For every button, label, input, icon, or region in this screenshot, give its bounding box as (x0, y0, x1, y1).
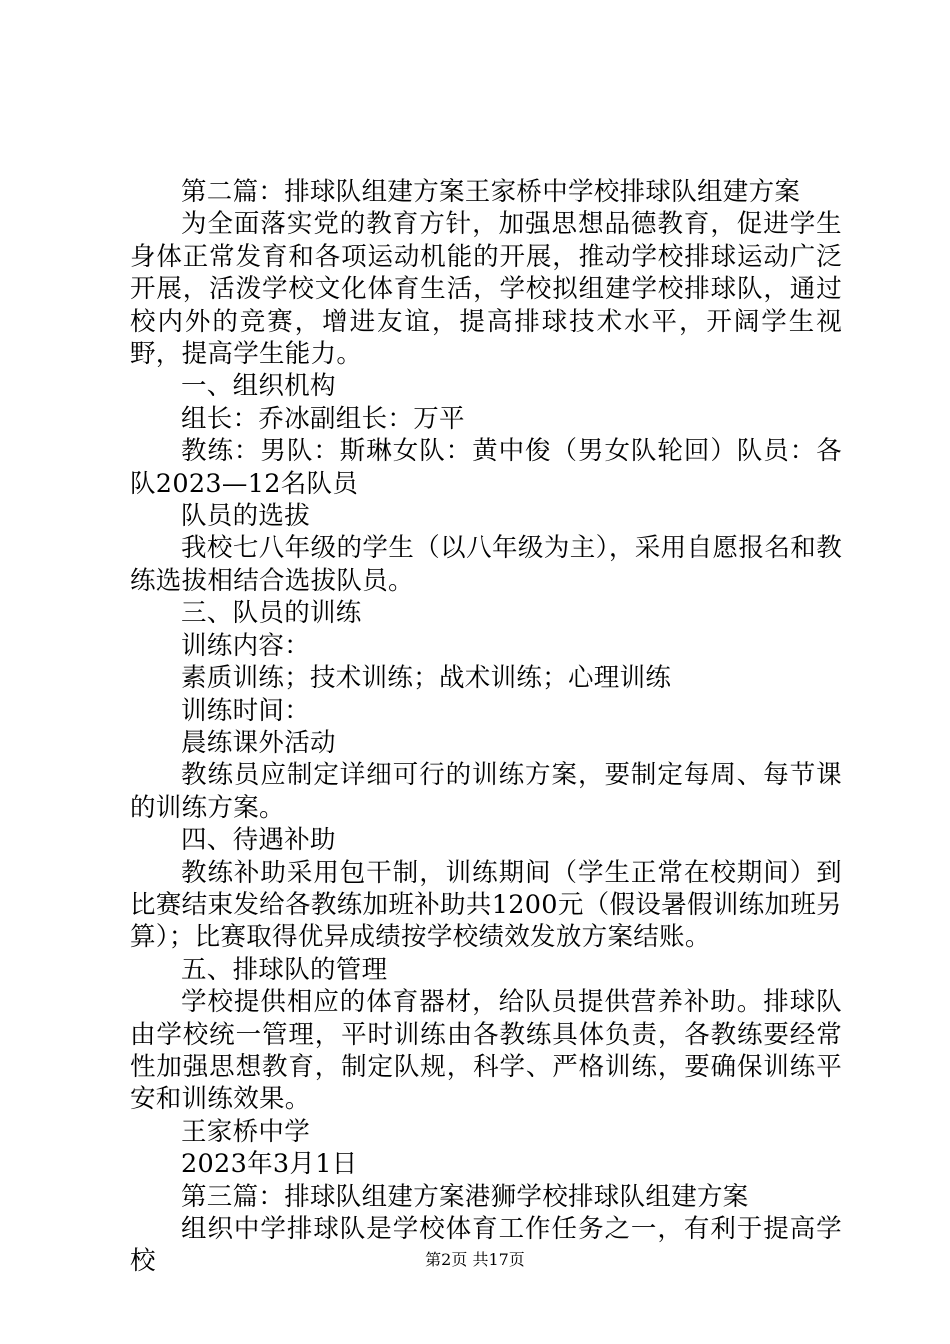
training-time-value: 晨练课外活动 (181, 727, 336, 758)
training-content-list: 素质训练；技术训练；战术训练；心理训练 (181, 663, 672, 694)
training-content-label: 训练内容： (181, 630, 311, 661)
management-paragraph: 学校提供相应的体育器材，给队员提供营养补助。排球队由学校统一管理，平时训练由各教练具体负责，各教练要经常性加强思想教育，制定队规，科学、严格训练，要确保训练平安和训练效果。 (130, 987, 842, 1115)
heading-management: 五、排球队的管理 (181, 954, 388, 985)
heading-organization: 一、组织机构 (181, 371, 336, 402)
heading-subsidy: 四、待遇补助 (181, 825, 336, 856)
section-title-part3: 第三篇：排球队组建方案港狮学校排球队组建方案 (181, 1181, 749, 1212)
leaders-line: 组长：乔冰副组长：万平 (181, 403, 465, 434)
training-plan-paragraph: 教练员应制定详细可行的训练方案，要制定每周、每节课的训练方案。 (130, 760, 842, 823)
part3-intro-paragraph: 组织中学排球队是学校体育工作任务之一，有利于提高学校 (130, 1214, 842, 1277)
page-number-footer: 第2页 共17页 (425, 1250, 525, 1269)
heading-training: 三、队员的训练 (181, 598, 362, 629)
subsidy-paragraph: 教练补助采用包干制，训练期间（学生正常在校期间）到比赛结束发给各教练加班补助共1200元（假设暑假训练加班另算）；比赛取得优异成绩按学校绩效发放方案结账。 (130, 857, 842, 953)
coaches-line: 教练：男队：斯琳女队：黄中俊（男女队轮回）队员：各队2023—12名队员 (130, 436, 842, 499)
training-time-label: 训练时间： (181, 695, 311, 726)
document-date: 2023年3月1日 (181, 1149, 358, 1180)
document-body (130, 176, 842, 1278)
intro-paragraph: 为全面落实党的教育方针，加强思想品德教育，促进学生身体正常发育和各项运动机能的开展，推动学校排球运动广泛开展，活泼学校文化体育生活，学校拟组建学校排球队，通过校内外的竞赛，增进友谊，提高排球技术水平，开阔学生视野，提高学生能力。 (130, 209, 842, 370)
selection-paragraph: 我校七八年级的学生（以八年级为主），采用自愿报名和教练选拔相结合选拔队员。 (130, 533, 842, 596)
section-title-part2: 第二篇：排球队组建方案王家桥中学校排球队组建方案 (181, 177, 801, 207)
heading-selection: 队员的选拔 (181, 501, 311, 532)
school-signature: 王家桥中学 (181, 1116, 311, 1147)
